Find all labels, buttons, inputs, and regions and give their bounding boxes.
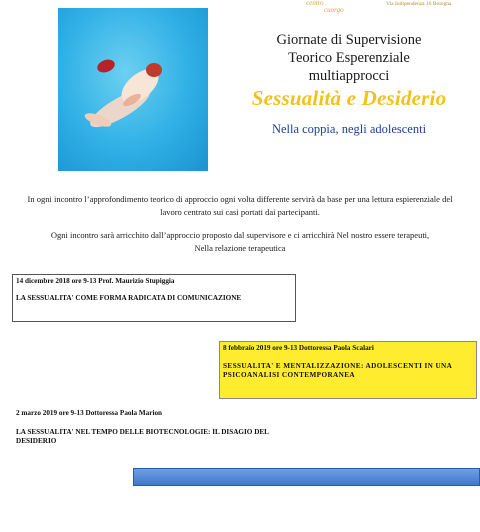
subtitle: Nella coppia, negli adolescenti [271,122,427,136]
event-topic: LA SESSUALITA' COME FORMA RADICATA DI COMUNICAZIONE [16,294,242,302]
intro-paragraph-1: In ogni incontro l’approfondimento teorico di approccio ogni volta differente servirà da base per una lettura espierenziale del lavoro centrato sui casi portati dai partecipanti. [27,194,453,217]
event-box-2 [219,341,477,399]
hero-painting [58,8,208,171]
header-line-1: Giornate di Supervisione [276,32,422,48]
swimmers-illustration [58,8,208,171]
event-date: 14 dicembre 2018 ore 9-13 Prof. Maurizio Stupiggia [16,277,175,285]
intro-paragraph-2: Ogni incontro sarà arricchito dall’approccio proposto dal supervisore e ci arricchirà Nel nostro essere terapeuti, Nella relazione terapeutica [50,230,430,253]
footer-bar [133,468,480,486]
event-box-1 [12,274,296,322]
main-title: Sessualità e Desiderio [251,86,447,110]
event-topic: LA SESSUALITA' NEL TEMPO DELLE BIOTECNOLOGIE: IL DISAGIO DEL DESIDERIO [16,428,269,445]
event-date: 8 febbraio 2019 ore 9-13 Dottoressa Paola Scalari [223,344,374,352]
address-text: Via Indipendenza 16 Bologna [386,1,452,7]
header-line-3: multiapprocci [308,68,390,84]
centro-logo: centro cuorgo [306,0,344,14]
event-date: 2 marzo 2019 ore 9-13 Dottoressa Paola Marion [16,409,163,417]
event-topic: SESSUALITA' E MENTALIZZAZIONE: ADOLESCENTI IN UNA PSICOANALISI CONTEMPORANEA [223,362,452,379]
event-box-3 [12,407,300,456]
header-line-2: Teorico Esperenziale [288,50,410,66]
